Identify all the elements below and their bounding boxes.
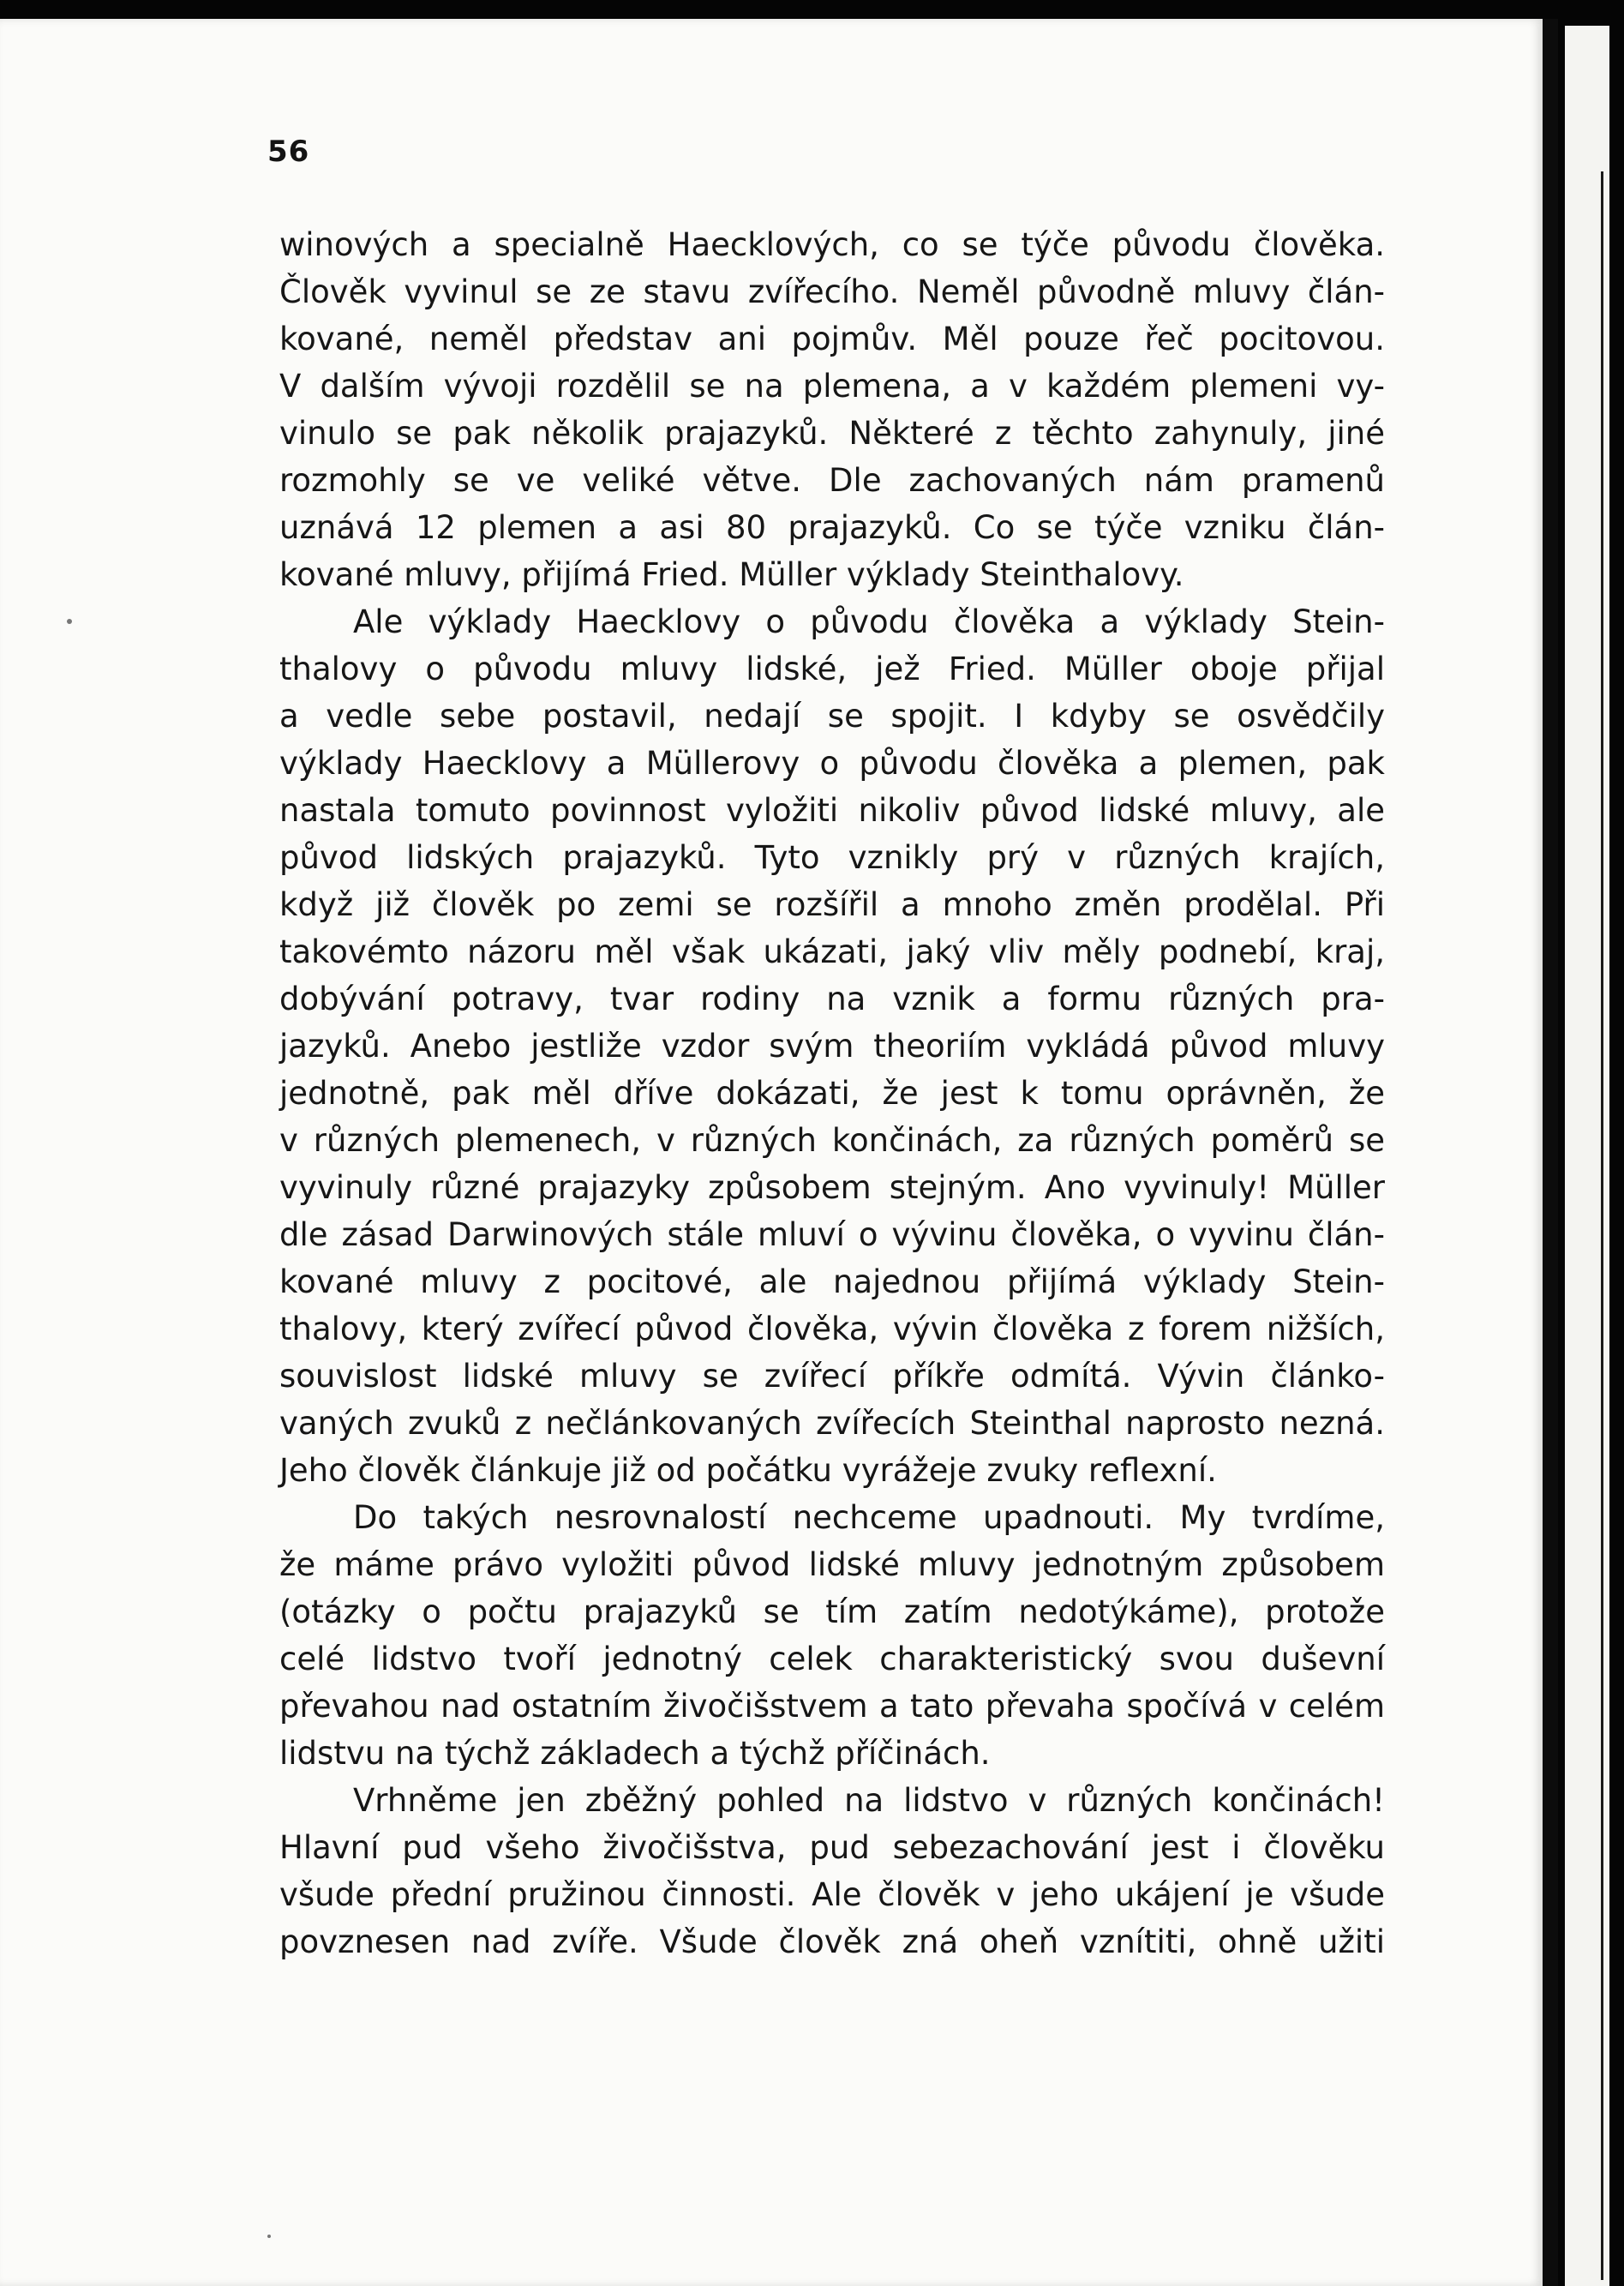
- text-line: Hlavní pud všeho živočišstva, pud sebezachování jest i člověku: [279, 1829, 1385, 1866]
- scan-speck: [67, 619, 72, 624]
- text-line: všude přední pružinou činnosti. Ale člověk v jeho ukájení je všude: [279, 1876, 1385, 1913]
- text-line: převahou nad ostatním živočišstvem a tato převaha spočívá v celém: [279, 1688, 1385, 1725]
- text-line: lidstvu na týchž základech a týchž příčinách.: [279, 1735, 991, 1772]
- text-line: jazyků. Anebo jestliže vzdor svým theoriím vykládá původ mluvy: [279, 1028, 1385, 1065]
- text-line: vaných zvuků z nečlánkovaných zvířecích Steinthal naprosto nezná.: [279, 1405, 1385, 1442]
- text-line: výklady Haecklovy a Müllerovy o původu člověka a plemen, pak: [279, 745, 1385, 782]
- text-line: thalovy, který zvířecí původ člověka, vývin člověka z forem nižších,: [279, 1311, 1385, 1347]
- text-line: nastala tomuto povinnost vyložiti nikoliv původ lidské mluvy, ale: [279, 792, 1385, 829]
- page-number: 56: [267, 135, 310, 169]
- text-line: dle zásad Darwinových stále mluví o vývinu člověka, o vyvinu člán-: [279, 1216, 1385, 1253]
- text-line: když již člověk po zemi se rozšířil a mnoho změn prodělal. Při: [279, 886, 1385, 923]
- text-line: thalovy o původu mluvy lidské, jež Fried. Müller oboje přijal: [279, 651, 1385, 687]
- text-line: v různých plemenech, v různých končinách, za různých poměrů se: [279, 1122, 1385, 1159]
- text-line: jednotně, pak měl dříve dokázati, že jest k tomu oprávněn, že: [279, 1075, 1385, 1112]
- text-line: povznesen nad zvíře. Všude člověk zná oheň vznítiti, ohně užiti: [279, 1923, 1385, 1960]
- text-line: rozmohly se ve veliké větve. Dle zachovaných nám pramenů: [279, 462, 1385, 499]
- text-line: Jeho člověk článkuje již od počátku vyrážeje zvuky reflexní.: [279, 1452, 1217, 1489]
- text-line: původ lidských prajazyků. Tyto vznikly prý v různých krajích,: [279, 839, 1385, 876]
- scan-speck: [267, 2235, 271, 2238]
- text-line: že máme právo vyložiti původ lidské mluvy jednotným způsobem: [279, 1546, 1385, 1583]
- text-line: kované mluvy z pocitové, ale najednou přijímá výklady Stein-: [279, 1263, 1385, 1300]
- text-line: winových a specialně Haecklových, co se týče původu člověka.: [279, 226, 1385, 263]
- text-line: Ale výklady Haecklovy o původu člověka a výklady Stein-: [353, 603, 1385, 640]
- text-line: a vedle sebe postavil, nedají se spojit. I kdyby se osvědčily: [279, 698, 1385, 735]
- text-line: vinulo se pak několik prajazyků. Některé z těchto zahynuly, jiné: [279, 415, 1385, 452]
- text-line: dobývání potravy, tvar rodiny na vznik a formu různých pra-: [279, 981, 1385, 1017]
- text-line: celé lidstvo tvoří jednotný celek charakteristický svou duševní: [279, 1641, 1385, 1677]
- text-line: Člověk vyvinul se ze stavu zvířecího. Neměl původně mluvy člán-: [279, 273, 1385, 310]
- adjacent-page-line: [1601, 171, 1603, 2280]
- page-edge-shadow: [1543, 19, 1558, 2286]
- text-line: V dalším vývoji rozdělil se na plemena, a v každém plemeni vy-: [279, 368, 1385, 405]
- text-line: (otázky o počtu prajazyků se tím zatím nedotýkáme), protože: [279, 1593, 1385, 1630]
- text-line: takovémto názoru měl však ukázati, jaký vliv měly podnebí, kraj,: [279, 933, 1385, 970]
- text-line: uznává 12 plemen a asi 80 prajazyků. Co se týče vzniku člán-: [279, 509, 1385, 546]
- text-line: souvislost lidské mluvy se zvířecí příkře odmítá. Vývin článko-: [279, 1358, 1385, 1395]
- text-line: Do takých nesrovnalostí nechceme upadnouti. My tvrdíme,: [353, 1499, 1385, 1536]
- text-line: kované mluvy, přijímá Fried. Müller výklady Steinthalovy.: [279, 556, 1184, 593]
- text-line: Vrhněme jen zběžný pohled na lidstvo v různých končinách!: [353, 1782, 1385, 1819]
- text-line: vyvinuly různé prajazyky způsobem stejným. Ano vyvinuly! Müller: [279, 1169, 1385, 1206]
- body-text: [279, 221, 1385, 1965]
- text-line: kované, neměl představ ani pojmův. Měl pouze řeč pocitovou.: [279, 321, 1385, 357]
